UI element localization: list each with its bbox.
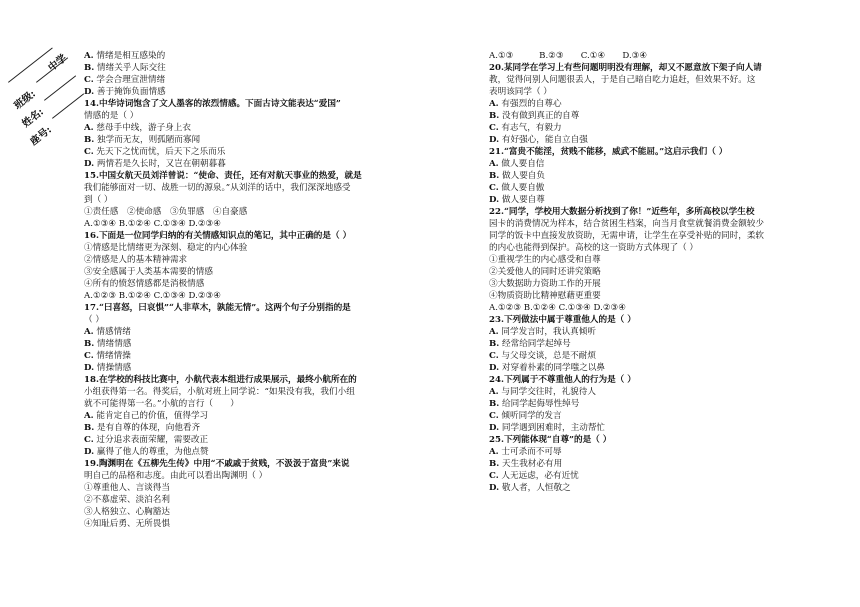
text-line: ①责任感 ②使命感 ③负罪感 ④自豪感 (84, 207, 248, 217)
option-key: C. (84, 351, 94, 361)
answer-option (84, 338, 416, 350)
option-key: D. (489, 363, 500, 373)
text-line: ③人格独立、心胸豁达 (84, 507, 170, 517)
answer-option (84, 62, 416, 74)
option-text: 做人要自负 (502, 171, 545, 181)
question-stem: 20.某同学在学习上有些问题明明没有理解，却又不愿意放下架子向人请 (489, 63, 762, 73)
text-line: 情感的是（ ） (84, 111, 139, 121)
option-key: D. (84, 87, 95, 97)
text-line: ②不慕虚荣、淡泊名利 (84, 495, 170, 505)
option-key: A. (84, 411, 94, 421)
school-label: 中学 (46, 52, 69, 74)
answer-option (489, 350, 815, 362)
option-key: D. (489, 423, 500, 433)
option-text: 情绪情操 (96, 351, 131, 361)
text-line: ④所有的愤怒情感都是消极情感 (84, 279, 205, 289)
answer-option (489, 410, 815, 422)
question-stem: 23.下列做法中属于尊重他人的是（ ） (489, 315, 636, 325)
option-key: D. (84, 159, 95, 169)
option-key: B. (84, 339, 95, 349)
answer-option (489, 110, 815, 122)
option-text: 做人要自傲 (501, 183, 545, 193)
text-line: 园卡的消费情况为样本，结合贫困生档案，向当月食堂就餐消费金额较少 (489, 219, 765, 229)
option-key: D. (84, 363, 95, 373)
question-stem: 19.陶渊明在《五柳先生传》中用“不戚戚于贫贱，不汲汲于富贵”来说 (84, 459, 350, 469)
option-text: 倾听同学的发言 (501, 411, 562, 421)
option-text: 有好强心，能自立自强 (501, 135, 588, 145)
answer-option (84, 446, 416, 458)
answer-option (489, 470, 815, 482)
option-text: 情操情感 (96, 363, 132, 373)
option-text: 情绪情感 (97, 339, 132, 349)
option-text: 两情若是久长时，又岂在朝朝暮暮 (96, 159, 226, 169)
option-text: 能肯定自己的价值，值得学习 (96, 411, 209, 421)
option-text: 过分追求表面荣耀，需要改正 (96, 435, 209, 445)
answer-option (489, 326, 815, 338)
text-line: （ ） (84, 315, 104, 325)
answer-option (84, 434, 416, 446)
option-text: 善于掩饰负面情感 (96, 87, 166, 97)
answer-option (489, 158, 815, 170)
answer-option (489, 338, 815, 350)
option-key: D. (489, 195, 500, 205)
option-text: 有志气，有毅力 (501, 123, 562, 133)
answer-option (489, 398, 815, 410)
answer-option (489, 134, 815, 146)
answer-option (489, 458, 815, 470)
text-line: 同学的饭卡中直接发放资助，无需申请，让学生在享受补贴的同时，柔软 (489, 231, 765, 241)
text-line: A.①②③ B.①②④ C.①③④ D.②③④ (84, 291, 221, 301)
number-label: 座号: (28, 124, 54, 148)
answer-option (84, 134, 416, 146)
option-key: A. (84, 327, 94, 337)
option-key: B. (84, 63, 95, 73)
option-key: B. (489, 399, 500, 409)
answer-option (84, 122, 416, 134)
option-key: C. (489, 471, 499, 481)
option-key: C. (84, 435, 94, 445)
text-line: ④知耻后勇、无所畏惧 (84, 519, 170, 529)
text-line: A.①③ B.②③ C.①④ D.③④ (489, 51, 648, 61)
binding-area (6, 48, 96, 158)
text-line: ①尊重他人、言谈得当 (84, 483, 170, 493)
option-text: 经常给同学起绰号 (502, 339, 571, 349)
option-key: B. (489, 339, 500, 349)
text-line: A.①②③ B.①②④ C.①③④ D.②③④ (489, 303, 626, 313)
option-text: 与父母交谈，总是不耐烦 (501, 351, 596, 361)
right-column (489, 50, 815, 494)
option-key: C. (489, 411, 499, 421)
option-text: 有强烈的自尊心 (501, 99, 562, 109)
text-line: A.①③④ B.①②④ C.①③④ D.②③④ (84, 219, 221, 229)
text-line: ②关爱他人的同时还讲究策略 (489, 267, 601, 277)
option-text: 慈母手中线，游子身上衣 (96, 123, 191, 133)
option-text: 敬人者，人恒敬之 (501, 483, 571, 493)
text-line: ③安全感属于人类基本需要的情感 (84, 267, 213, 277)
option-key: D. (489, 135, 500, 145)
option-text: 做人要自信 (501, 159, 545, 169)
text-line: 我们能够面对一切、战胜一切的源泉。”从刘洋的话中，我们深深地感受 (84, 183, 351, 193)
question-stem: 18.在学校的科技比赛中，小航代表本组进行成果展示，最终小航所在的 (84, 375, 357, 385)
answer-option (84, 350, 416, 362)
option-text: 先天下之忧而忧，后天下之乐而乐 (96, 147, 226, 157)
option-key: C. (489, 351, 499, 361)
class-label: 班级: (12, 88, 38, 112)
answer-option (489, 98, 815, 110)
answer-option (489, 446, 815, 458)
option-text: 情感情绪 (96, 327, 131, 337)
answer-option (84, 86, 416, 98)
option-text: 学会合理宣泄情绪 (96, 75, 166, 85)
option-key: C. (84, 147, 94, 157)
option-text: 士可杀而不可辱 (501, 447, 562, 457)
text-line: 就不可能得第一名。”小航的言行（ ） (84, 399, 239, 409)
name-underline (44, 75, 76, 100)
answer-option (489, 386, 815, 398)
text-line: ③大数据助力资助工作的开展 (489, 279, 601, 289)
text-line: 明自己的品格和志度。由此可以看出陶渊明（ ） (84, 471, 268, 481)
question-stem: 15.中国女航天员刘洋曾说：“使命、责任，还有对航天事业的热爱，就是 (84, 171, 362, 181)
answer-option (489, 482, 815, 494)
answer-option (84, 50, 416, 62)
option-text: 给同学起侮辱性绰号 (502, 399, 580, 409)
option-key: A. (489, 159, 499, 169)
option-text: 同学遇到困难时，主动帮忙 (501, 423, 606, 433)
option-text: 做人要自尊 (501, 195, 545, 205)
answer-option (489, 122, 815, 134)
question-stem: 17.“曰喜怒，曰哀惧”“人非草木，孰能无情”。这两个句子分别指的是 (84, 303, 351, 313)
option-text: 同学发言时，我认真倾听 (501, 327, 596, 337)
question-stem: 16.下面是一位同学归纳的有关情感知识点的笔记，其中正确的是（ ） (84, 231, 352, 241)
option-key: B. (84, 135, 95, 145)
option-key: B. (489, 459, 500, 469)
option-text: 天生我材必有用 (502, 459, 563, 469)
option-key: D. (84, 447, 95, 457)
text-line: ②情感是人的基本精神需求 (84, 255, 188, 265)
question-stem: 21.“富贵不能淫，贫贱不能移，威武不能屈。”这启示我们（ ） (489, 147, 728, 157)
option-key: A. (489, 99, 499, 109)
number-underline (52, 93, 84, 118)
option-text: 人无远虑，必有近忧 (501, 471, 579, 481)
text-line: ①重视学生的内心感受和自尊 (489, 255, 601, 265)
answer-option (84, 326, 416, 338)
option-key: A. (489, 447, 499, 457)
answer-option (489, 362, 815, 374)
answer-option (84, 362, 416, 374)
option-key: A. (489, 387, 499, 397)
left-column (84, 50, 416, 530)
option-text: 情绪是相互感染的 (96, 51, 166, 61)
answer-option (489, 422, 815, 434)
option-text: 与同学交往时，礼貌待人 (501, 387, 596, 397)
question-stem: 25.下列能体现“自尊”的是（ ） (489, 435, 612, 445)
answer-option (489, 194, 815, 206)
option-text: 赢得了他人的尊重，为他点赞 (96, 447, 209, 457)
option-text: 是有自尊的体现，向他看齐 (97, 423, 201, 433)
text-line: ④物质资助比精神慰藉更重要 (489, 291, 601, 301)
text-line: 的内心也能得到保护。高校的这一资助方式体现了（ ） (489, 243, 698, 253)
answer-option (489, 182, 815, 194)
option-key: B. (84, 423, 95, 433)
name-label: 姓名: (20, 106, 46, 130)
option-text: 独学而无友，则孤陋而寡闻 (97, 135, 201, 145)
option-key: A. (489, 327, 499, 337)
option-key: B. (489, 171, 500, 181)
text-line: 小组获得第一名。得奖后，小航对班上同学说：“如果没有我，我们小组 (84, 387, 355, 397)
option-key: C. (84, 75, 94, 85)
question-stem: 24.下列属于不尊重他人的行为是（ ） (489, 375, 636, 385)
text-line: 到（ ） (84, 195, 113, 205)
option-text: 没有做到真正的自尊 (502, 111, 580, 121)
option-key: A. (84, 51, 94, 61)
text-line: 表明该同学（ ） (489, 87, 552, 97)
option-text: 对穿着朴素的同学嗤之以鼻 (501, 363, 606, 373)
text-line: ①情感是比情绪更为深刻、稳定的内心体验 (84, 243, 248, 253)
answer-option (84, 146, 416, 158)
answer-option (84, 410, 416, 422)
answer-option (489, 170, 815, 182)
option-text: 情绪关乎人际交往 (97, 63, 166, 73)
option-key: C. (489, 183, 499, 193)
answer-option (84, 422, 416, 434)
answer-option (84, 74, 416, 86)
option-key: A. (84, 123, 94, 133)
option-key: D. (489, 483, 500, 493)
question-stem: 22.“同学，学校用大数据分析找到了你！”近些年，多所高校以学生校 (489, 207, 755, 217)
answer-option (84, 158, 416, 170)
option-key: B. (489, 111, 500, 121)
question-stem: 14.中华诗词饱含了文人墨客的浓烈情感。下面古诗文能表达“爱国” (84, 99, 341, 109)
text-line: 教，觉得问别人问题很丢人，于是自己暗自吃力追赶，但效果不好。这 (489, 75, 756, 85)
option-key: C. (489, 123, 499, 133)
